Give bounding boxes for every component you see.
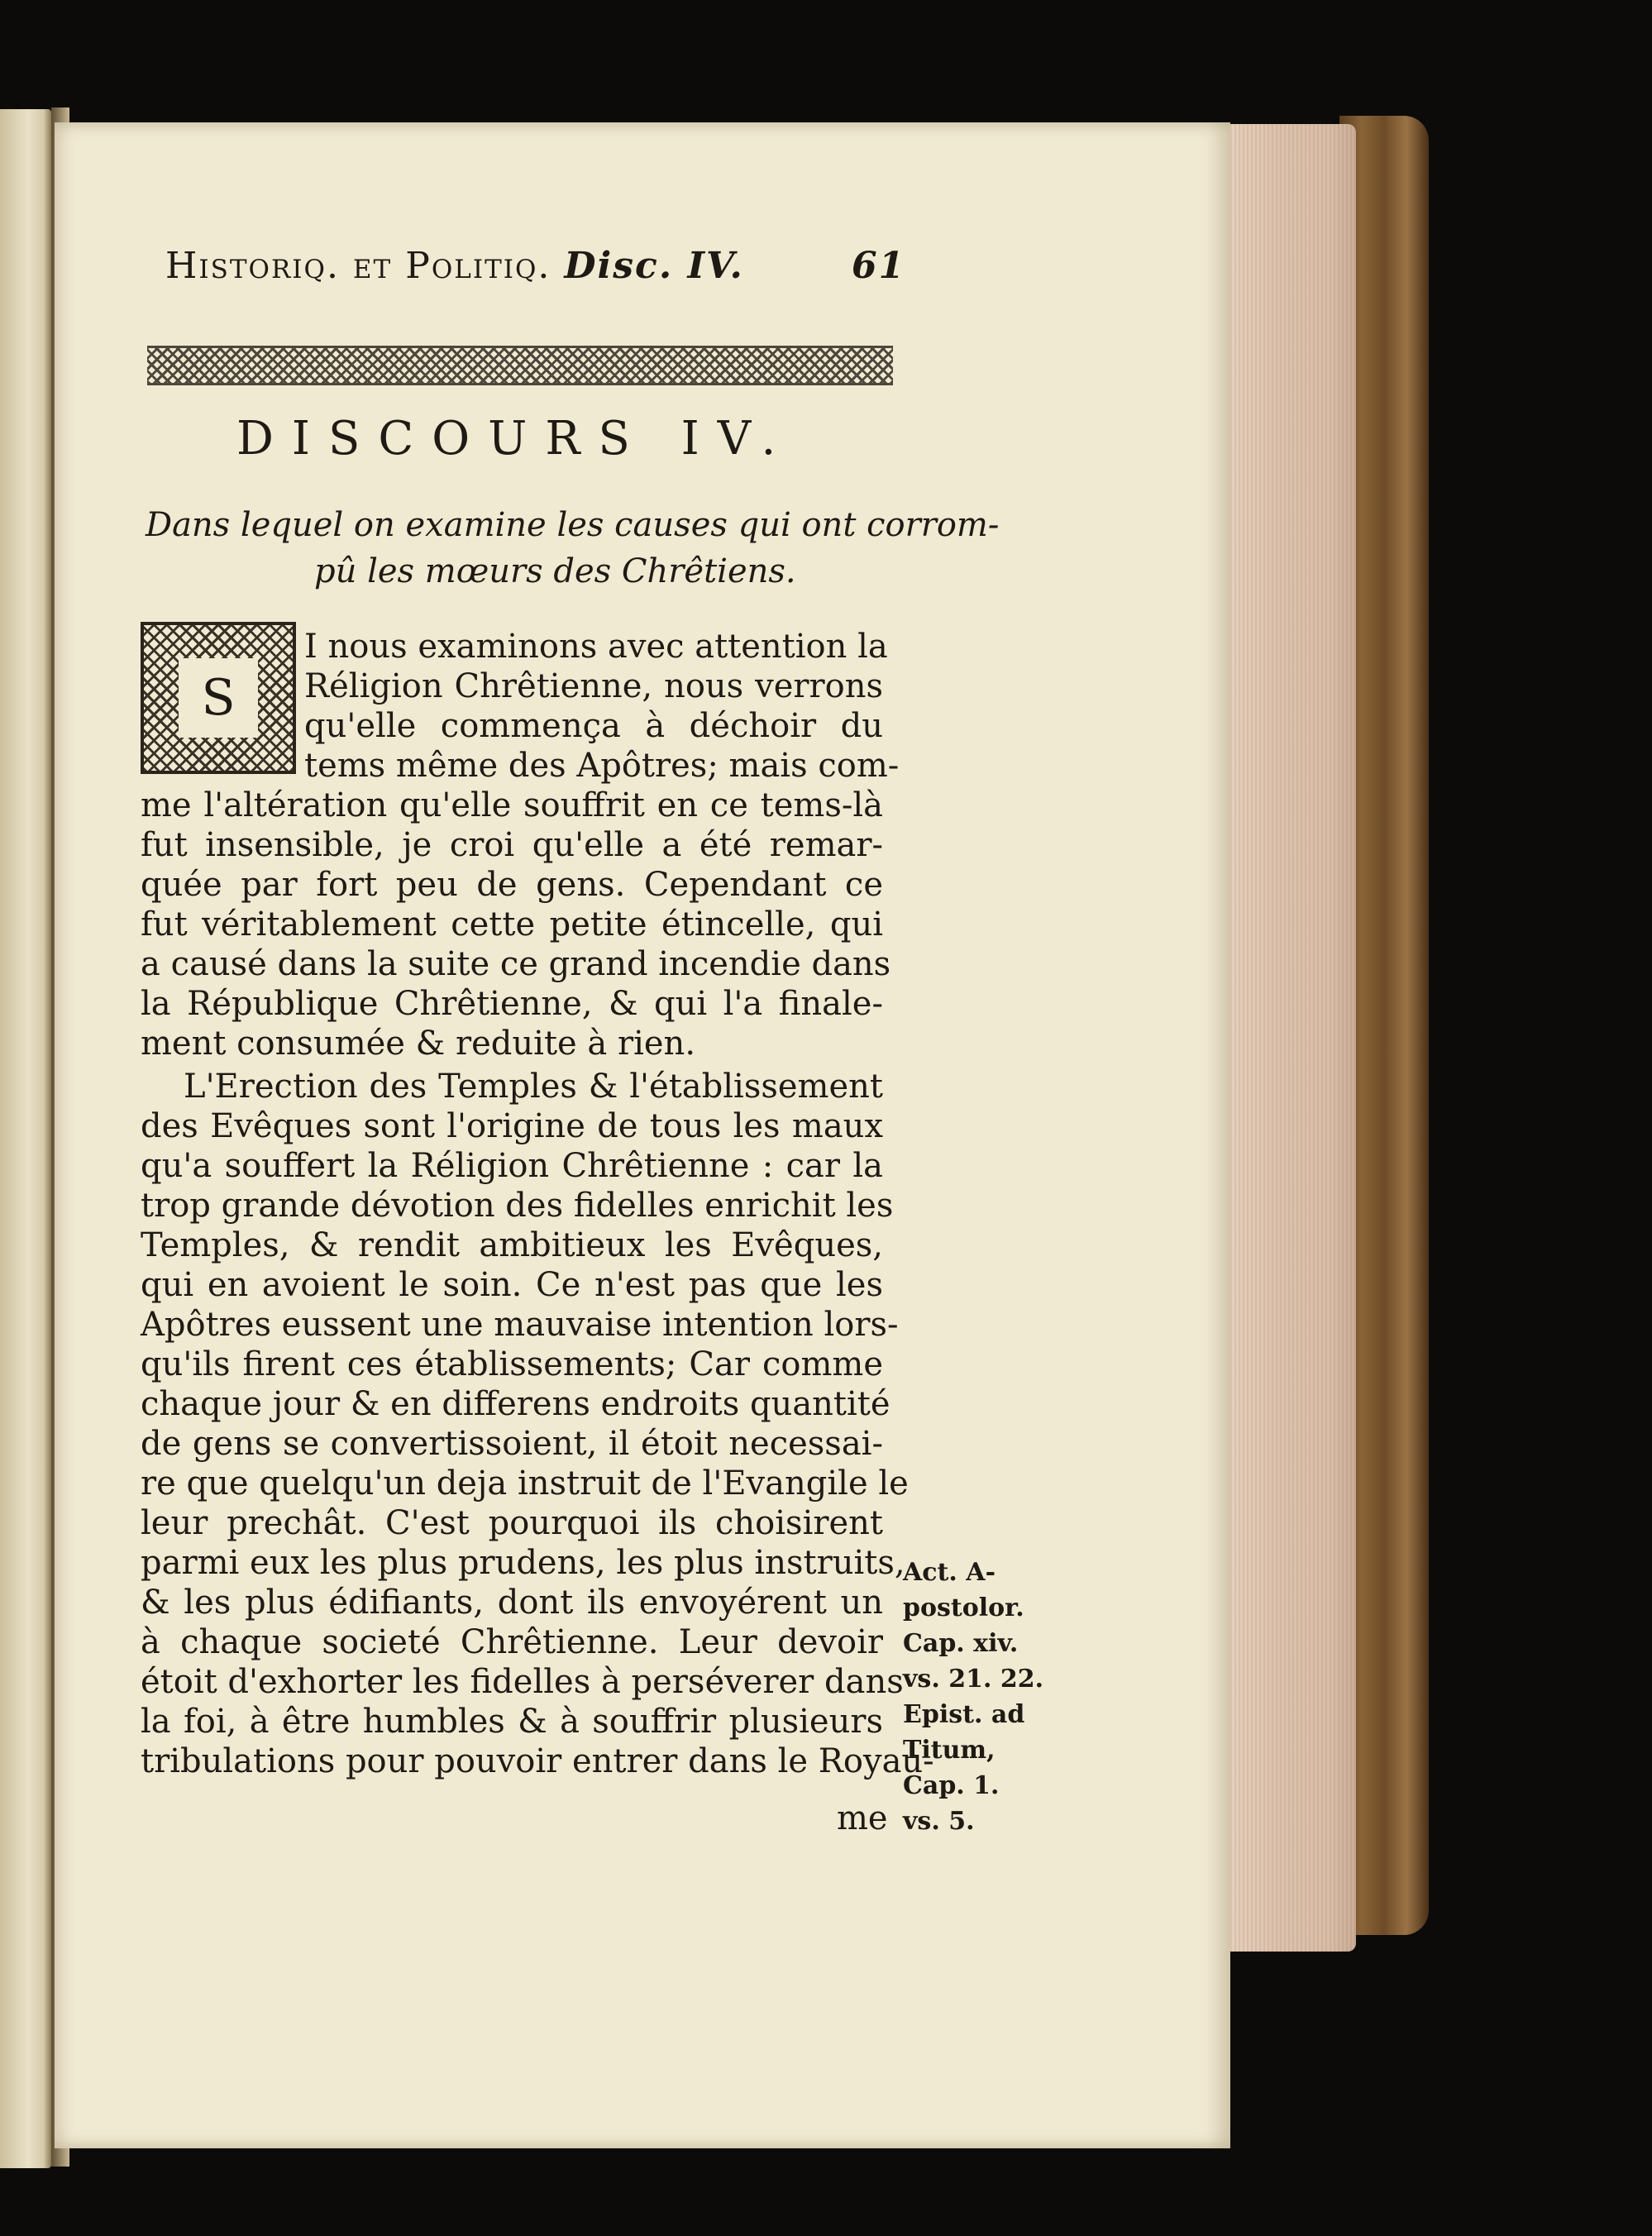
running-head	[165, 245, 906, 287]
facing-page-edge	[0, 109, 51, 2168]
text-line: a causé dans la suite ce grand incendie dans	[141, 945, 891, 983]
text-line: quée par fort peu de gens. Cependant ce	[141, 866, 883, 904]
margin-note: Titum,	[903, 1736, 995, 1765]
decorated-initial	[141, 622, 296, 774]
text-line: Temples, & rendit ambitieux les Evêques,	[141, 1226, 883, 1264]
text-line: L'Erection des Temples & l'établissement	[184, 1068, 883, 1106]
text-line: me l'altération qu'elle souffrit en ce tems-là	[141, 786, 883, 824]
margin-note: Cap. 1.	[903, 1771, 1000, 1800]
text-line: Apôtres eussent une mauvaise intention lors-	[141, 1306, 899, 1344]
running-head-title: Historiq. et Politiq.	[165, 245, 551, 287]
text-line: la foi, à être humbles & à souffrir plusieurs	[141, 1703, 883, 1741]
margin-note: postolor.	[903, 1593, 1024, 1622]
text-line: I nous examinons avec attention la	[304, 628, 888, 666]
page-number: 61	[852, 245, 906, 287]
text-line: fut véritablement cette petite étincelle, qui	[141, 905, 883, 944]
catchword: me	[837, 1799, 888, 1837]
text-line: tems même des Apôtres; mais com-	[304, 747, 900, 785]
text-line: étoit d'exhorter les fidelles à perséverer dans	[141, 1663, 904, 1701]
text-line: qu'elle commença à déchoir du	[304, 707, 883, 745]
text-line: chaque jour & en differens endroits quantité	[141, 1385, 890, 1423]
text-line: qu'a souffert la Réligion Chrêtienne : car la	[141, 1147, 883, 1185]
text-line: ment consumée & reduite à rien.	[141, 1025, 696, 1063]
margin-note: Epist. ad	[903, 1700, 1025, 1729]
chapter-subtitle-line-1: Dans lequel on examine les causes qui ont corrom-	[146, 506, 1000, 544]
text-line: leur prechât. C'est pourquoi ils choisirent	[141, 1504, 883, 1542]
text-line: des Evêques sont l'origine de tous les maux	[141, 1107, 883, 1145]
running-head-section: Disc. IV.	[564, 245, 744, 287]
text-line: la République Chrêtienne, & qui l'a finale-	[141, 985, 883, 1023]
text-line: qu'ils firent ces établissements; Car comme	[141, 1345, 883, 1383]
drop-cap-letter: S	[179, 658, 258, 738]
text-line: fut insensible, je croi qu'elle a été remar-	[141, 826, 883, 864]
ornamental-headpiece	[147, 346, 893, 385]
chapter-subtitle-line-2: pû les mœurs des Chrêtiens.	[314, 552, 796, 590]
page-fore-edge	[1222, 124, 1356, 1952]
chapter-title: DISCOURS IV.	[236, 412, 795, 466]
text-line: tribulations pour pouvoir entrer dans le Royau-	[141, 1742, 934, 1780]
text-line: de gens se convertissoient, il étoit necessai-	[141, 1425, 883, 1463]
text-line: à chaque societé Chrêtienne. Leur devoir	[141, 1623, 883, 1661]
margin-note: Act. A-	[903, 1558, 996, 1587]
text-line: qui en avoient le soin. Ce n'est pas que les	[141, 1266, 883, 1304]
text-line: parmi eux les plus prudens, les plus instruits,	[141, 1544, 905, 1582]
text-line: trop grande dévotion des fidelles enrichit les	[141, 1187, 894, 1225]
margin-note: Cap. xiv.	[903, 1629, 1019, 1658]
text-line: & les plus édifiants, dont ils envoyérent un	[141, 1584, 883, 1622]
margin-note: vs. 21. 22.	[903, 1665, 1044, 1694]
margin-note: vs. 5.	[903, 1807, 975, 1836]
text-line: Réligion Chrêtienne, nous verrons	[304, 667, 883, 705]
text-line: re que quelqu'un deja instruit de l'Evangile le	[141, 1464, 909, 1503]
